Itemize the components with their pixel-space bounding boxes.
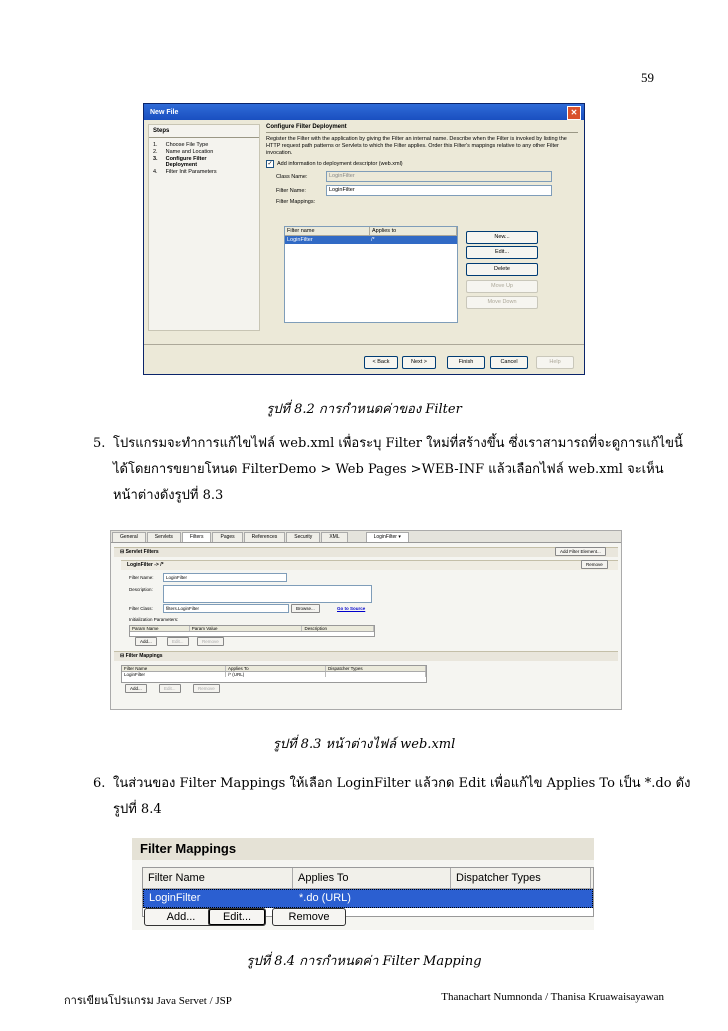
browse-button[interactable]: Browse...	[291, 604, 320, 613]
delete-button[interactable]: Delete	[466, 263, 538, 276]
back-button[interactable]: < Back	[364, 356, 398, 369]
servlet-filters-section[interactable]: ⊟ Servlet Filters	[114, 547, 618, 557]
remove-filter-button[interactable]: Remove	[581, 560, 608, 569]
filter-name-field[interactable]: LoginFilter	[326, 185, 552, 196]
step-item: 4. Filter Init Parameters	[153, 169, 217, 175]
remove-param-button[interactable]: Remove	[197, 637, 224, 646]
table-row[interactable]: LoginFilter /* (URL)	[122, 672, 426, 677]
filter-mappings-closeup	[132, 838, 594, 930]
filter-mappings-table	[284, 226, 458, 323]
step-6-paragraph: 6. ในส่วนของ Filter Mappings ให้เลือก LoginFilter แล้วกด Edit เพื่อแก้ไข Applies To เป็น *.do ดัง รูปที่ 8.4	[93, 776, 691, 817]
go-to-source-link[interactable]: Go to Source	[337, 606, 366, 611]
tab-filters[interactable]: Filters	[182, 532, 212, 542]
chevron-down-icon: ▾	[398, 534, 401, 540]
add-filter-element-button[interactable]: Add Filter Element...	[555, 547, 606, 556]
filter-class-field[interactable]: filters.LoginFilter	[163, 604, 289, 613]
cancel-button[interactable]: Cancel	[490, 356, 528, 369]
dialog-titlebar	[144, 104, 584, 120]
web-xml-editor	[110, 530, 622, 710]
panel-heading: Configure Filter Deployment	[266, 124, 578, 133]
move-down-button[interactable]: Move Down	[466, 296, 538, 309]
remove-button[interactable]: Remove	[272, 908, 346, 926]
init-params-table	[129, 625, 375, 637]
collapse-icon: ⊟	[120, 549, 125, 555]
tab-references[interactable]: References	[244, 532, 286, 542]
steps-header: Steps	[149, 125, 259, 138]
panel-description: Register the Filter with the application by giving the Filter an internal name. Describe when the Filter is invoked by listing the HTTP request path patterns or Servlets to which the Filter applies. Order this Filter's mappings relative to any other Filter invocation.	[266, 136, 567, 156]
add-info-checkbox[interactable]: ✓ Add information to deployment descriptor (web.xml)	[267, 161, 403, 167]
table-row[interactable]: LoginFilter /*	[285, 236, 457, 244]
new-file-dialog	[143, 103, 585, 375]
edit-button[interactable]: Edit...	[208, 908, 266, 926]
step-item: 1. Choose File Type	[153, 142, 209, 148]
filter-mappings-table	[121, 665, 427, 683]
filter-class-label: Filter Class:	[129, 606, 153, 611]
tab-general[interactable]: General	[112, 532, 146, 542]
table-header: Param Name Param Value Description	[130, 626, 374, 632]
table-header: Filter Name Applies To Dispatcher Types	[143, 868, 593, 889]
filter-mappings-header: Filter Mappings	[132, 838, 594, 860]
add-mapping-button[interactable]: Add...	[125, 684, 147, 693]
filter-name-field[interactable]: LoginFilter	[163, 573, 287, 582]
tab-security[interactable]: Security	[286, 532, 320, 542]
figure-8-4-caption: รูปที่ 8.4 การกำหนดค่า Filter Mapping	[246, 954, 482, 969]
steps-panel	[148, 124, 260, 331]
footer-right: Thanachart Numnonda / Thanisa Kruawaisayawan	[441, 991, 664, 1003]
class-name-field[interactable]: LoginFilter	[326, 171, 552, 182]
edit-param-button[interactable]: Edit...	[167, 637, 189, 646]
filter-name-row: Filter Name: LoginFilter	[276, 185, 578, 196]
description-label: Description:	[129, 587, 153, 592]
filter-mappings-section[interactable]: ⊟ Filter Mappings	[114, 651, 618, 661]
figure-8-2-caption: รูปที่ 8.2 การกำหนดค่าของ Filter	[266, 402, 462, 417]
page-number: 59	[641, 70, 654, 85]
next-button[interactable]: Next >	[402, 356, 436, 369]
tab-servlets[interactable]: Servlets	[147, 532, 181, 542]
table-row-selected[interactable]: LoginFilter *.do (URL)	[143, 889, 593, 908]
checkbox-checked-icon[interactable]: ✓	[267, 161, 273, 167]
figure-8-3-caption: รูปที่ 8.3 หน้าต่างไฟล์ web.xml	[272, 737, 456, 752]
step-5-paragraph: 5. โปรแกรมจะทำการแก้ไขไฟล์ web.xml เพื่อระบุ Filter ใหม่ที่สร้างขึ้น ซึ่งเราสามารถที่จะดูการแก้ไขนี้ ได้โดยการขยายโหนด FilterDemo > Web Pages >WEB-INF แล้วเลือกไฟล์ web.xml จะเห็น หน้าต่างดังรูปที่ 8.3	[93, 436, 683, 503]
tab-xml[interactable]: XML	[321, 532, 347, 542]
step-item: 2. Name and Location	[153, 149, 214, 155]
loginfilter-section[interactable]: LoginFilter -> /*	[121, 560, 618, 570]
class-name-row: Class Name: LoginFilter	[276, 171, 578, 182]
dialog-title: New File	[150, 108, 179, 116]
edit-mapping-button[interactable]: Edit...	[159, 684, 181, 693]
new-button[interactable]: New...	[466, 231, 538, 244]
add-param-button[interactable]: Add...	[135, 637, 157, 646]
step-item-current: 3. Configure Filter Deployment	[153, 156, 207, 168]
table-header: Filter name Applies to	[285, 227, 457, 236]
init-params-label: Initialization Parameters:	[129, 617, 179, 622]
close-icon[interactable]: ✕	[567, 106, 581, 120]
add-button[interactable]: Add...	[144, 908, 218, 926]
filter-name-label: Filter Name:	[129, 575, 154, 580]
edit-button[interactable]: Edit...	[466, 246, 538, 259]
move-up-button[interactable]: Move Up	[466, 280, 538, 293]
filter-dropdown[interactable]: LoginFilter ▾	[366, 532, 409, 542]
remove-mapping-button[interactable]: Remove	[193, 684, 220, 693]
editor-tabs	[111, 531, 621, 543]
table-header: Filter Name Applies To Dispatcher Types	[122, 666, 426, 672]
tab-pages[interactable]: Pages	[212, 532, 242, 542]
description-field[interactable]	[163, 585, 372, 603]
help-button[interactable]: Help	[536, 356, 574, 369]
footer-left: การเขียนโปรแกรม Java Servet / JSP	[64, 995, 232, 1007]
filter-mappings-label: Filter Mappings:	[276, 199, 316, 205]
finish-button[interactable]: Finish	[447, 356, 485, 369]
collapse-icon: ⊟	[120, 653, 125, 659]
